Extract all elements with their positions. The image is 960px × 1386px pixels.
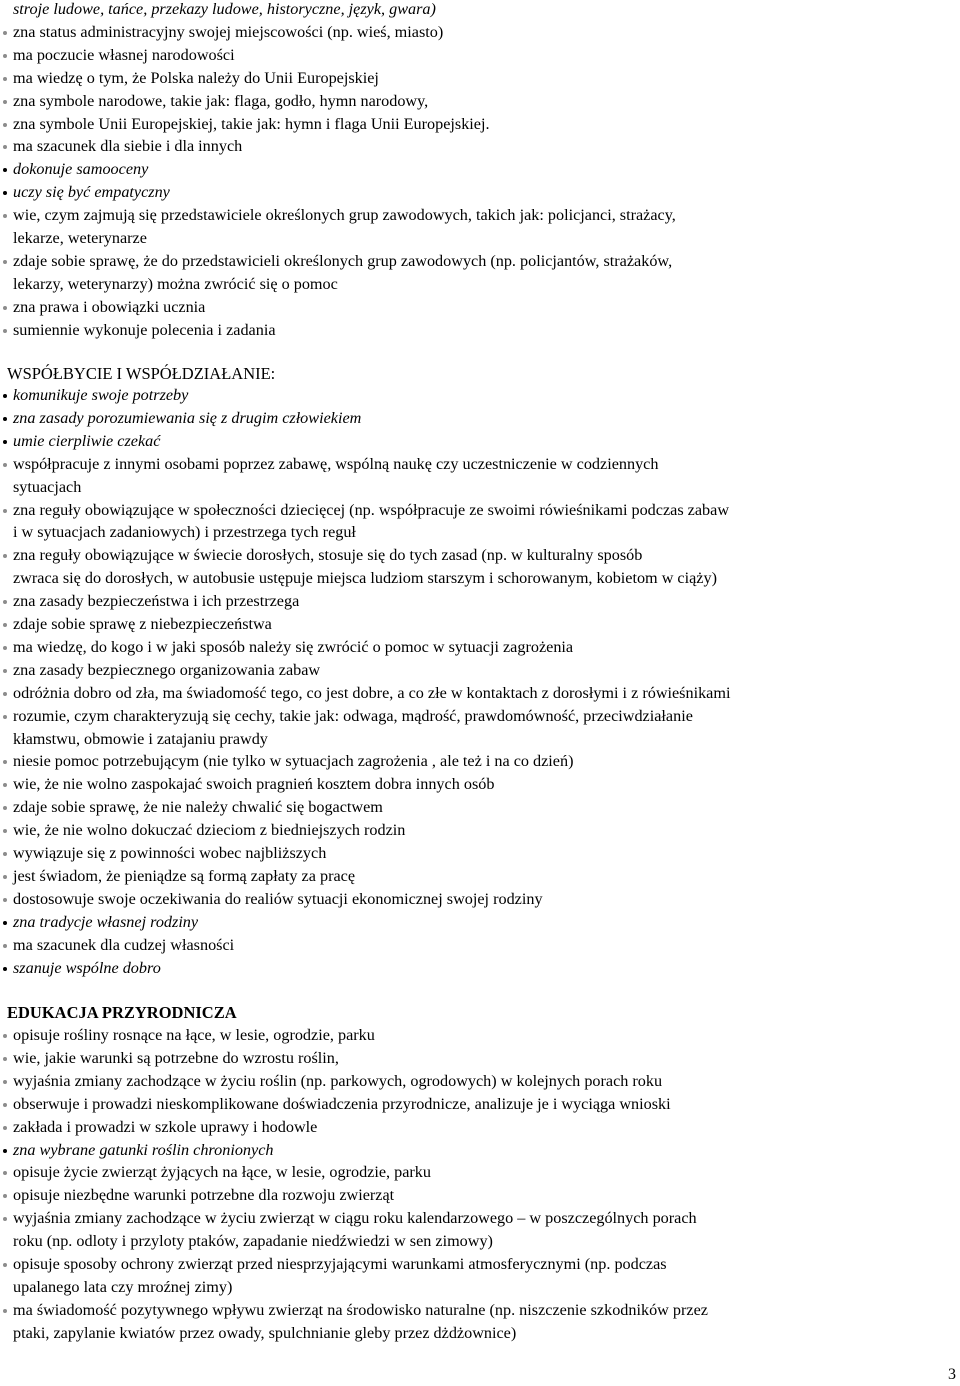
list-item: niesie pomoc potrzebującym (nie tylko w sytuacjach zagrożenia , ale też i na co dzień) xyxy=(13,750,893,773)
list-item: odróżnia dobro od zła, ma świadomość tego, co jest dobre, a co złe w kontaktach z dorosłymi i z rówieśnikami xyxy=(13,682,893,705)
list-item-continuation: upalanego lata czy mroźnej zimy) xyxy=(13,1277,233,1296)
list-item-continuation: lekarzy, weterynarzy) można zwrócić się o pomoc xyxy=(13,274,338,293)
list-item-continuation: lekarze, weterynarze xyxy=(13,229,147,247)
list-item: ma szacunek dla siebie i dla innych xyxy=(13,135,893,158)
list-item: opisuje niezbędne warunki potrzebne dla rozwoju zwierząt xyxy=(13,1184,893,1207)
list-item: szanuje wspólne dobro xyxy=(13,957,893,980)
list-item: obserwuje i prowadzi nieskomplikowane doświadczenia przyrodnicze, analizuje je i wyciąga wnioski xyxy=(13,1093,893,1116)
list-item: zna zasady porozumiewania się z drugim człowiekiem xyxy=(13,407,893,430)
list-item: zna symbole Unii Europejskiej, takie jak: hymn i flaga Unii Europejskiej. xyxy=(13,113,893,136)
list-item: zna prawa i obowiązki ucznia xyxy=(13,296,893,319)
list-item: dostosowuje swoje oczekiwania do realiów sytuacji ekonomicznej swojej rodziny xyxy=(13,888,893,911)
list-item: współpracuje z innymi osobami poprzez zabawę, wspólną naukę czy uczestniczenie w codziennych xyxy=(13,453,893,476)
list-item: zna zasady bezpiecznego organizowania zabaw xyxy=(13,659,893,682)
list-item: sumiennie wykonuje polecenia i zadania xyxy=(13,319,893,342)
list-item-continuation: zwraca się do dorosłych, w autobusie ustępuje miejsca ludziom starszym i schorowanym, kobietom w ciąży) xyxy=(13,569,717,588)
list-item: zna symbole narodowe, takie jak: flaga, godło, hymn narodowy, xyxy=(13,90,893,113)
list-item: wyjaśnia zmiany zachodzące w życiu roślin (np. parkowych, ogrodowych) w kolejnych porach roku xyxy=(13,1070,893,1093)
list-item: zna wybrane gatunki roślin chronionych xyxy=(13,1139,893,1162)
list-item: opisuje sposoby ochrony zwierząt przed niesprzyjającymi warunkami atmosferycznymi (np. podczas xyxy=(13,1253,893,1276)
list-item: ma wiedzę, do kogo i w jaki sposób należy się zwrócić o pomoc w sytuacji zagrożenia xyxy=(13,636,893,659)
page-number: 3 xyxy=(948,1366,956,1383)
section-heading-edukacja-przyrodnicza: EDUKACJA PRZYRODNICZA xyxy=(7,1003,237,1022)
list-item: wyjaśnia zmiany zachodzące w życiu zwierząt w ciągu roku kalendarzowego – w poszczególnych porach xyxy=(13,1207,893,1230)
list-item-continuation: roku (np. odloty i przyloty ptaków, zapadanie niedźwiedzi w sen zimowy) xyxy=(13,1232,493,1251)
list-item: opisuje rośliny rosnące na łące, w lesie, ogrodzie, parku xyxy=(13,1024,893,1047)
list-item: zna reguły obowiązujące w społeczności dziecięcej (np. współpracuje ze swoimi rówieśnikami podczas zabaw xyxy=(13,499,893,522)
list-item: ma wiedzę o tym, że Polska należy do Unii Europejskiej xyxy=(13,67,893,90)
list-item: zdaje sobie sprawę z niebezpieczeństwa xyxy=(13,613,893,636)
list-item: zdaje sobie sprawę, że do przedstawicieli określonych grup zawodowych (np. policjantów, strażaków, xyxy=(13,250,893,273)
list-item: wie, jakie warunki są potrzebne do wzrostu roślin, xyxy=(13,1047,893,1070)
list-item: zna tradycje własnej rodziny xyxy=(13,911,893,934)
list-item: zna zasady bezpieczeństwa i ich przestrzega xyxy=(13,590,893,613)
list-item: jest świadom, że pieniądze są formą zapłaty za pracę xyxy=(13,865,893,888)
list-item: uczy się być empatyczny xyxy=(13,181,893,204)
list-item: umie cierpliwie czekać xyxy=(13,430,893,453)
list-item: ma świadomość pozytywnego wpływu zwierząt na środowisko naturalne (np. niszczenie szkodników przez xyxy=(13,1299,893,1322)
list-item: wywiązuje się z powinności wobec najbliższych xyxy=(13,842,893,865)
list-item: ma poczucie własnej narodowości xyxy=(13,44,893,67)
list-item: zna reguły obowiązujące w świecie dorosłych, stosuje się do tych zasad (np. w kulturalny sposób xyxy=(13,544,893,567)
list-item-continuation: i w sytuacjach zadaniowych) i przestrzega tych reguł xyxy=(13,523,356,542)
list-item-continuation: kłamstwu, obmowie i zatajaniu prawdy xyxy=(13,729,268,748)
list-item: opisuje życie zwierząt żyjących na łące, w lesie, ogrodzie, parku xyxy=(13,1161,893,1184)
list-item-continuation: ptaki, zapylanie kwiatów przez owady, spulchnianie gleby przez dżdżownice) xyxy=(13,1323,517,1342)
list-item: rozumie, czym charakteryzują się cechy, takie jak: odwaga, mądrość, prawdomówność, przeciwdziałanie xyxy=(13,705,893,728)
list-item: wie, czym zajmują się przedstawiciele określonych grup zawodowych, takich jak: policjanci, strażacy, xyxy=(13,204,893,227)
list-item: ma szacunek dla cudzej własności xyxy=(13,934,893,957)
list-item: komunikuje swoje potrzeby xyxy=(13,384,893,407)
list-item-continuation: sytuacjach xyxy=(13,477,82,496)
list-item: wie, że nie wolno dokuczać dzieciom z biedniejszych rodzin xyxy=(13,819,893,842)
list-item: zakłada i prowadzi w szkole uprawy i hodowle xyxy=(13,1116,893,1139)
list-item: zna status administracyjny swojej miejscowości (np. wieś, miasto) xyxy=(13,21,893,44)
list-item: dokonuje samooceny xyxy=(13,158,893,181)
list-item-continuation: stroje ludowe, tańce, przekazy ludowe, historyczne, język, gwara) xyxy=(13,0,436,18)
list-item: wie, że nie wolno zaspokajać swoich pragnień kosztem dobra innych osób xyxy=(13,773,893,796)
section-heading-wspolbycie: WSPÓŁBYCIE I WSPÓŁDZIAŁANIE: xyxy=(7,364,276,383)
list-item: zdaje sobie sprawę, że nie należy chwalić się bogactwem xyxy=(13,796,893,819)
